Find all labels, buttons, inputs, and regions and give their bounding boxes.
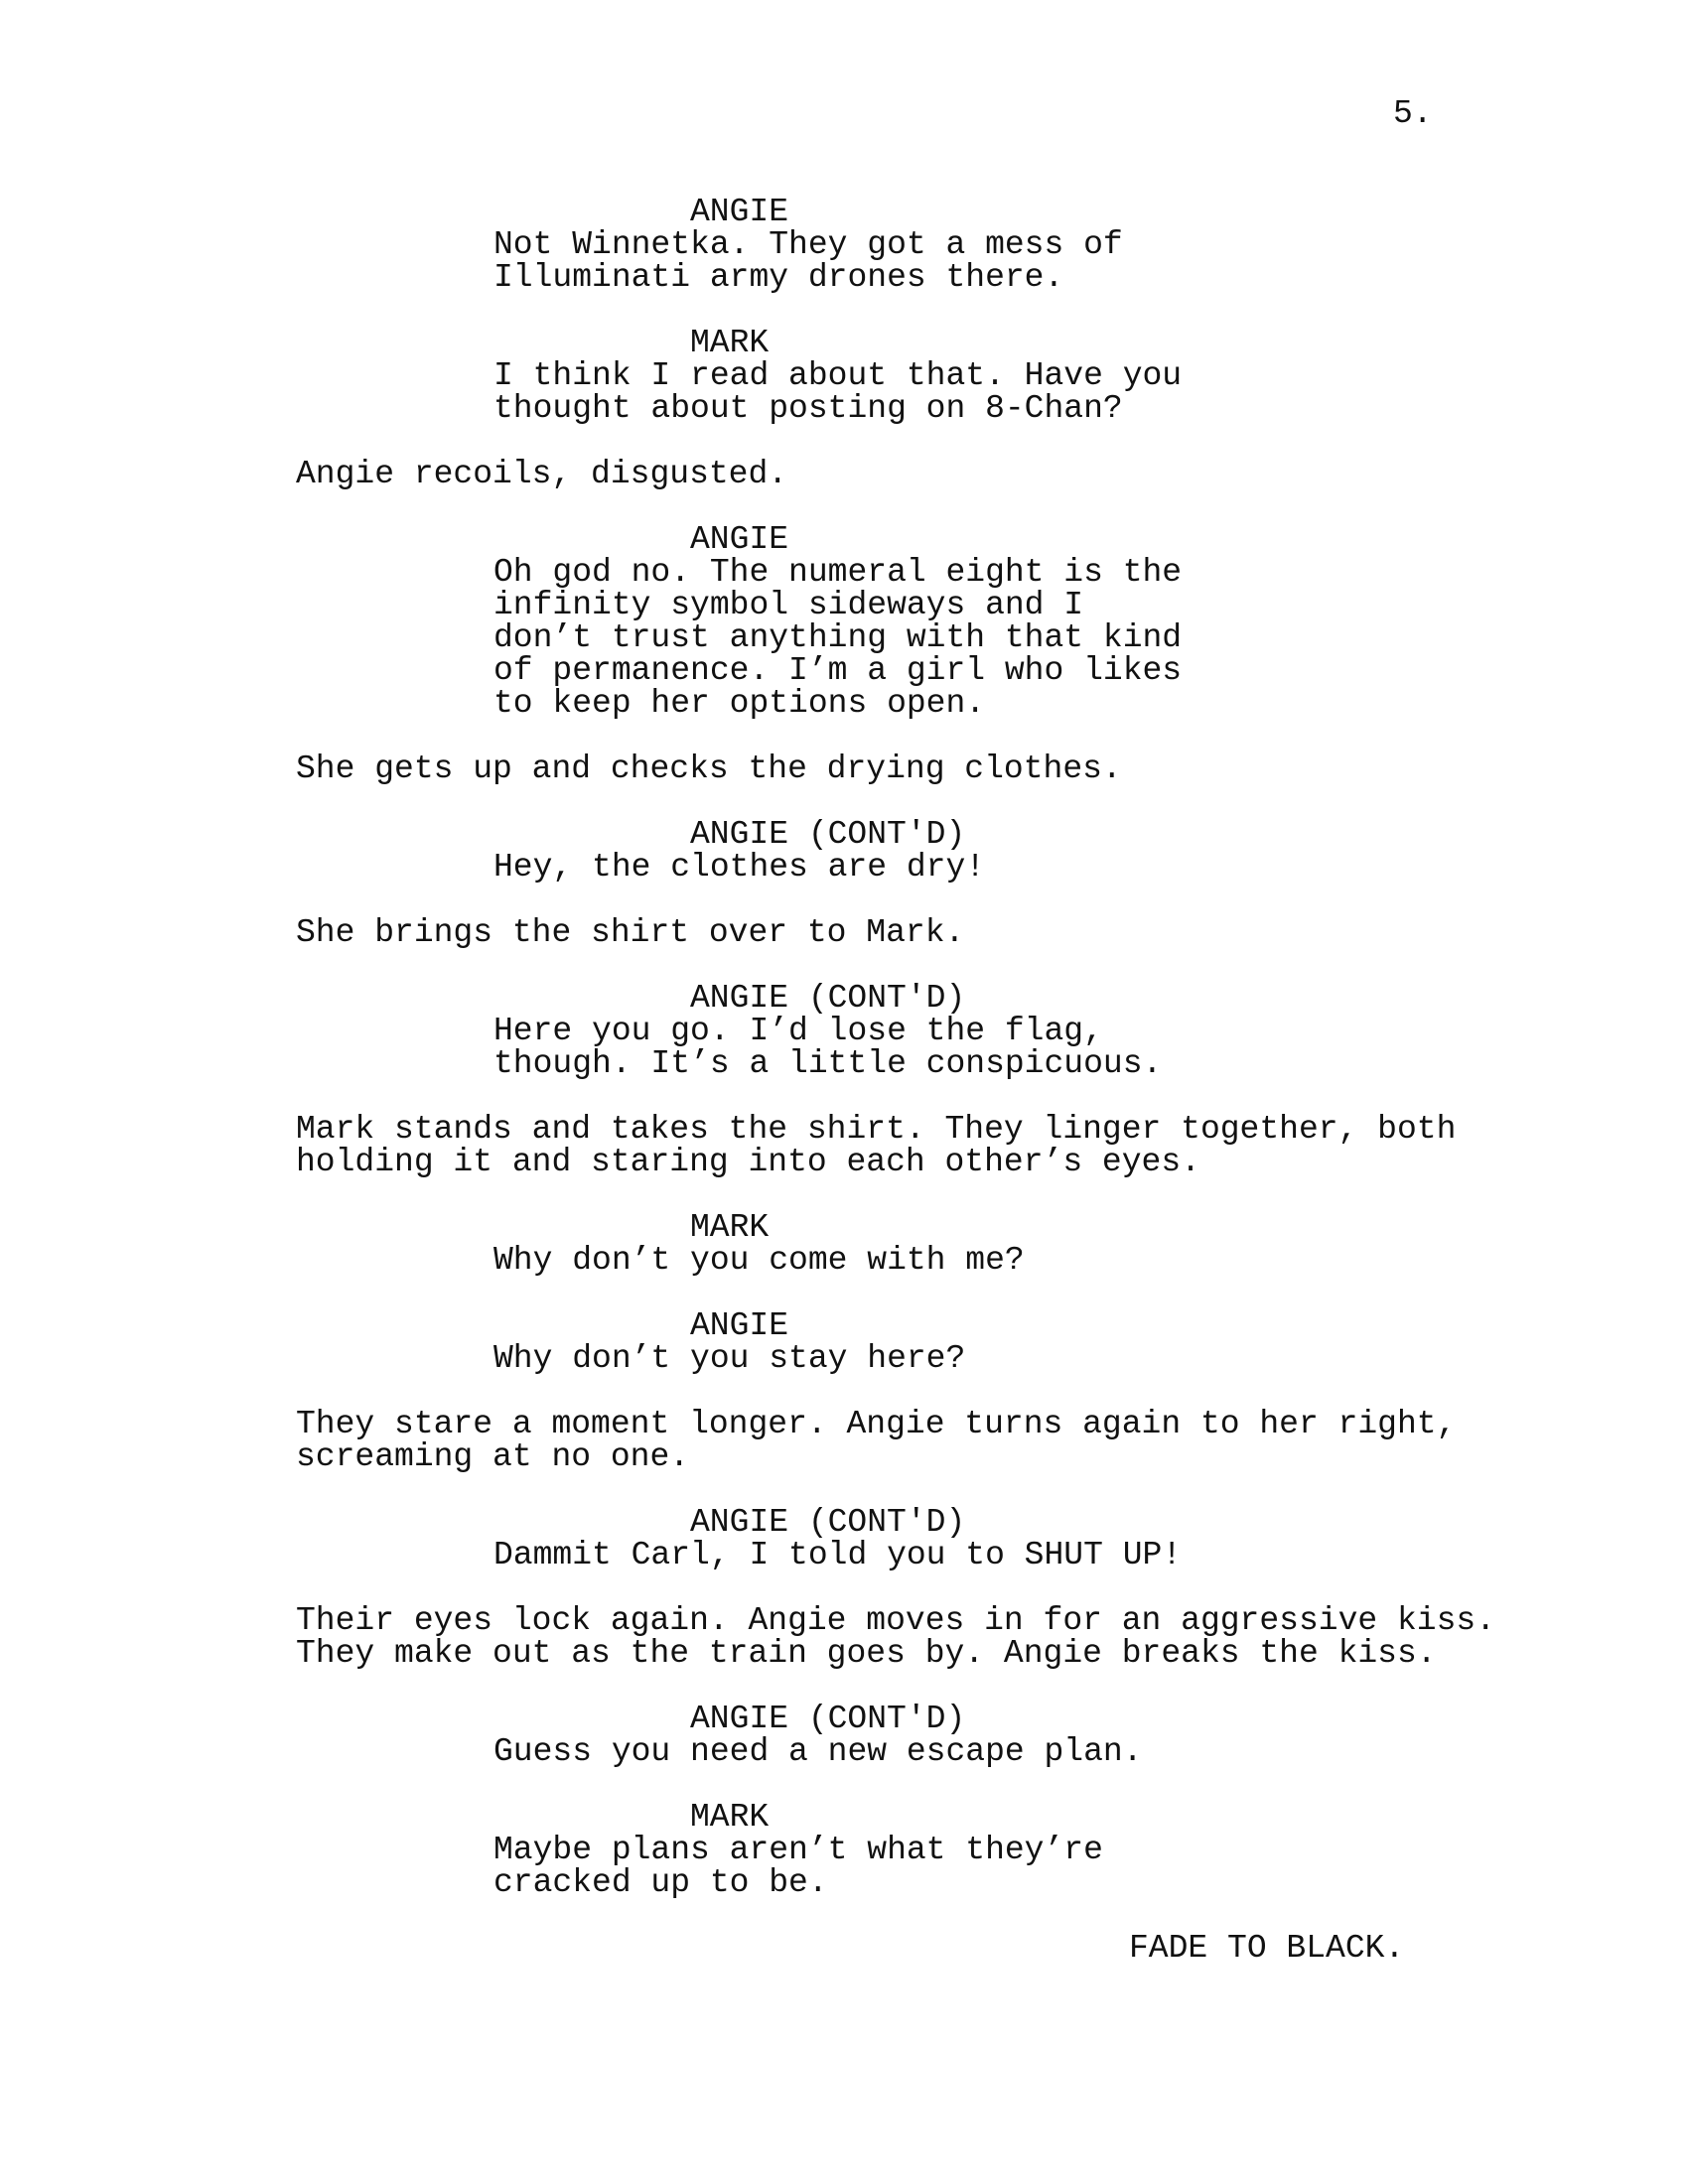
character-name: ANGIE (CONT'D) [690, 816, 966, 853]
dialogue-line: don’t trust anything with that kind [493, 619, 1183, 656]
action-line: Angie recoils, disgusted. [296, 456, 788, 492]
action-line: holding it and staring into each other’s eyes. [296, 1144, 1200, 1180]
dialogue-block [493, 228, 1208, 294]
dialogue-line: Illuminati army drones there. [493, 259, 1064, 296]
dialogue-block [493, 556, 1208, 720]
character-name: ANGIE (CONT'D) [690, 1701, 966, 1737]
character-name: ANGIE [690, 521, 789, 558]
dialogue-line: Dammit Carl, I told you to SHUT UP! [493, 1537, 1183, 1573]
action-line: She gets up and checks the drying clothes. [296, 751, 1122, 787]
dialogue-line: infinity symbol sideways and I [493, 587, 1084, 623]
character-name: ANGIE (CONT'D) [690, 1504, 966, 1541]
action-line: They make out as the train goes by. Angie breaks the kiss. [296, 1635, 1437, 1672]
dialogue-line: Why don’t you come with me? [493, 1242, 1025, 1279]
dialogue-line: Hey, the clothes are dry! [493, 849, 986, 886]
action-block [296, 1113, 1487, 1178]
dialogue-line: to keep her options open. [493, 685, 986, 722]
dialogue-block [493, 851, 1208, 884]
dialogue-line: Here you go. I’d lose the flag, [493, 1013, 1103, 1049]
character-name: MARK [690, 1799, 770, 1836]
dialogue-line: Maybe plans aren’t what they’re [493, 1832, 1103, 1868]
dialogue-line: thought about posting on 8-Chan? [493, 390, 1123, 427]
action-line: They stare a moment longer. Angie turns again to her right, [296, 1406, 1457, 1442]
dialogue-line: I think I read about that. Have you [493, 357, 1183, 394]
dialogue-line: though. It’s a little conspicuous. [493, 1045, 1163, 1082]
dialogue-block [493, 1244, 1208, 1277]
dialogue-line: Not Winnetka. They got a mess of [493, 226, 1123, 263]
page-number: 5. [1393, 95, 1433, 132]
character-name: ANGIE (CONT'D) [690, 980, 966, 1017]
character-name: MARK [690, 1209, 770, 1246]
dialogue-line: Oh god no. The numeral eight is the [493, 554, 1183, 591]
action-line: She brings the shirt over to Mark. [296, 914, 965, 951]
dialogue-block [493, 1834, 1208, 1899]
action-block [296, 1602, 1495, 1672]
character-name: ANGIE [690, 1307, 789, 1344]
action-line: Their eyes lock again. Angie moves in for an aggressive kiss. [296, 1602, 1495, 1639]
dialogue-block [493, 1539, 1208, 1571]
dialogue-line: of permanence. I’m a girl who likes [493, 652, 1183, 689]
dialogue-line: cracked up to be. [493, 1864, 828, 1901]
action-block [296, 458, 1487, 490]
dialogue-block [493, 1735, 1208, 1768]
dialogue-line: Why don’t you stay here? [493, 1340, 966, 1377]
action-line: Mark stands and takes the shirt. They linger together, both [296, 1111, 1457, 1148]
action-block [296, 916, 1487, 949]
transition: FADE TO BLACK. [1129, 1930, 1405, 1967]
action-block [296, 752, 1487, 785]
character-name: MARK [690, 325, 770, 361]
character-name: ANGIE [690, 194, 789, 230]
dialogue-block [493, 1342, 1208, 1375]
dialogue-line: Guess you need a new escape plan. [493, 1733, 1143, 1770]
action-line: screaming at no one. [296, 1438, 690, 1475]
dialogue-block [493, 359, 1208, 425]
action-block [296, 1408, 1487, 1473]
dialogue-block [493, 1015, 1208, 1080]
